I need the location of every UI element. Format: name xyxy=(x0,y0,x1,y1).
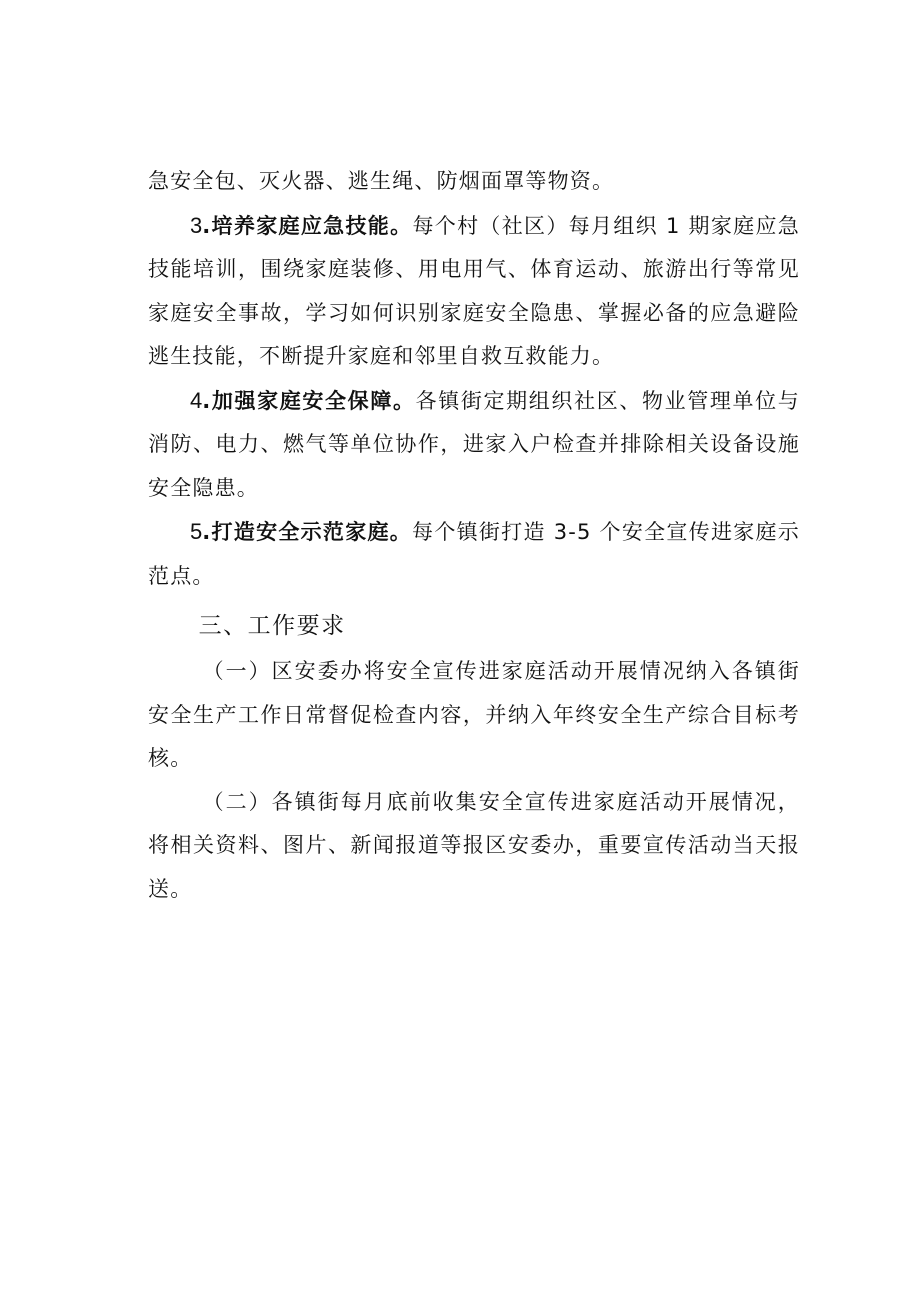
item-lead xyxy=(190,389,416,413)
paragraph-continuation xyxy=(148,160,800,204)
item-lead-text: .加强家庭安全保障。 xyxy=(202,388,416,413)
paragraph-text: 急安全包、灭火器、逃生绳、防烟面罩等物资。 xyxy=(148,169,615,193)
requirement-item-2 xyxy=(148,781,800,912)
item-lead xyxy=(190,214,412,238)
section-heading-work-requirements: 三、工作要求 xyxy=(198,613,346,639)
requirement-item-1 xyxy=(148,650,800,781)
item-number: 4 xyxy=(190,387,203,413)
paragraph-item-3 xyxy=(148,204,800,379)
paragraph-text: 每个村（社区）每月组织 1 期家庭应急技能培训，围绕家庭装修、用电用气、体育运动、旅游出行等常见家庭安全事故，学习如何识别家庭安全隐患、掌握必备的应急避险逃生技能，不断提升家庭和邻里自救互救能力。 xyxy=(148,213,800,368)
paragraph-text: （二）各镇街每月底前收集安全宣传进家庭活动开展情况，将相关资料、图片、新闻报道等报区安委办，重要宣传活动当天报送。 xyxy=(148,789,800,901)
item-number: 3 xyxy=(190,212,203,238)
paragraph-text: 各镇街定期组织社区、物业管理单位与消防、电力、燃气等单位协作，进家入户检查并排除相关设备设施安全隐患。 xyxy=(148,388,800,500)
paragraph-item-4 xyxy=(148,379,800,511)
paragraph-text: （一）区安委办将安全宣传进家庭活动开展情况纳入各镇街安全生产工作日常督促检查内容，并纳入年终安全生产综合目标考核。 xyxy=(148,659,800,770)
paragraph-text: 每个镇街打造 3-5 个安全宣传进家庭示范点。 xyxy=(148,520,800,588)
item-lead-text: .打造安全示范家庭。 xyxy=(202,520,413,544)
paragraph-item-5 xyxy=(148,510,800,598)
item-number: 5 xyxy=(190,519,203,544)
item-lead-text: .培养家庭应急技能。 xyxy=(202,213,413,238)
item-lead xyxy=(190,520,412,544)
document-body xyxy=(148,160,800,911)
